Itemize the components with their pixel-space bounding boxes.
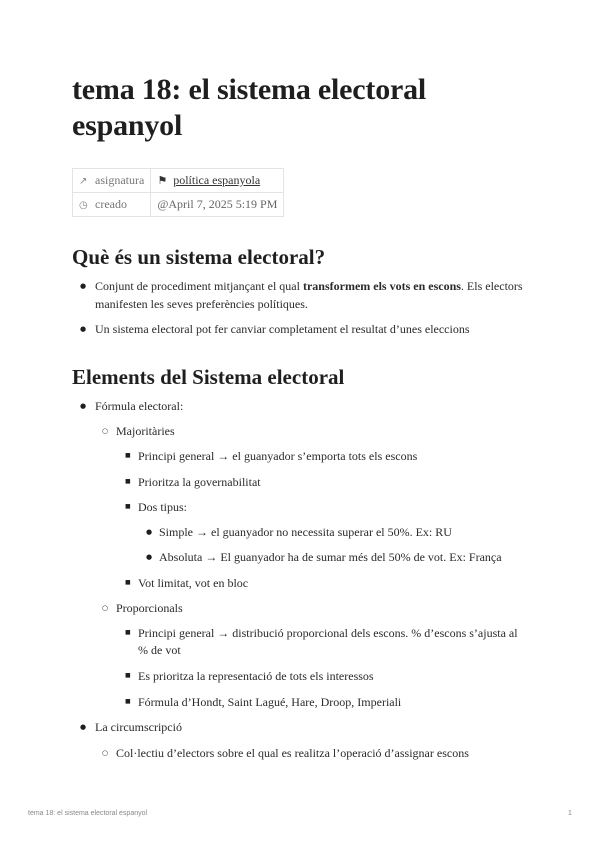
bullet-disc: ● <box>80 325 87 333</box>
bullet-circle: ○ <box>102 427 109 435</box>
section-heading-what-is: Què és un sistema electoral? <box>72 245 326 269</box>
property-value-subject <box>151 169 284 193</box>
list-item-two-types: Dos tipus: <box>138 500 188 514</box>
list-item-majoritaries: Majoritàries <box>116 424 175 438</box>
list-item-circumscription: La circumscripció <box>95 720 182 734</box>
bullet-square: ■ <box>125 478 131 485</box>
bullet-square: ■ <box>125 579 131 586</box>
clock-icon: ◷ <box>79 200 88 211</box>
arrow-up-right-icon: ↗ <box>79 176 88 187</box>
subject-link[interactable]: política espanyola <box>173 173 261 187</box>
bullet-disc: ● <box>146 528 153 536</box>
bullet-square: ■ <box>125 629 131 636</box>
bullet-circle: ○ <box>102 749 109 757</box>
list-item-prop-representation: Es prioritza la representació de tots els interessos <box>138 669 374 683</box>
flag-icon: ⚑ <box>157 174 168 187</box>
bullet-disc: ● <box>80 282 87 290</box>
list-item-simple: Simple → el guanyador no necessita superar el 50%. Ex: RU <box>159 525 452 539</box>
property-row-subject <box>73 169 284 193</box>
list-item-impact: Un sistema electoral pot fer canviar completament el resultat d’unes eleccions <box>95 322 470 336</box>
list-item-maj-governability: Prioritza la governabilitat <box>138 475 261 489</box>
list-item-absolute: Absoluta → El guanyador ha de sumar més del 50% de vot. Ex: França <box>159 550 502 564</box>
footer-title: tema 18: el sistema electoral espanyol <box>28 810 148 817</box>
bullet-circle: ○ <box>102 604 109 612</box>
list-item-limited-vote: Vot limitat, vot en bloc <box>138 576 249 590</box>
property-key-created: ◷ creado <box>73 193 151 217</box>
bullet-square: ■ <box>125 698 131 705</box>
footer-page-number: 1 <box>568 810 572 817</box>
bullet-disc: ● <box>80 723 87 731</box>
bullet-disc: ● <box>80 402 87 410</box>
section-heading-elements: Elements del Sistema electoral <box>72 365 345 389</box>
property-row-created <box>73 193 284 217</box>
property-value-created: @April 7, 2025 5:19 PM <box>151 193 284 217</box>
list-item-maj-principle: Principi general → el guanyador s’emporta tots els escons <box>138 449 418 463</box>
properties-table <box>72 168 284 217</box>
list-item-collective: Col·lectiu d’electors sobre el qual es realitza l’operació d’assignar escons <box>116 746 469 760</box>
bullet-disc: ● <box>146 553 153 561</box>
list-item-definition: Conjunt de procediment mitjançant el qual transformem els vots en escons. Els electors <box>95 279 523 293</box>
page-title: tema 18: el sistema electoral espanyol <box>72 73 427 142</box>
list-item-prop-principle: Principi general → distribució proporcional dels escons. % d’escons s’ajusta al <box>138 626 518 640</box>
list-item-proporcionals: Proporcionals <box>116 601 183 615</box>
bullet-square: ■ <box>125 503 131 510</box>
list-item-definition-cont: manifesten les seves preferències polítiques. <box>95 297 308 311</box>
list-item-formula: Fórmula electoral: <box>95 399 184 413</box>
bullet-square: ■ <box>125 672 131 679</box>
property-key-subject: ↗ asignatura <box>73 169 151 193</box>
list-item-prop-formulas: Fórmula d’Hondt, Saint Lagué, Hare, Droop, Imperiali <box>138 695 402 709</box>
list-item-prop-principle-cont: % de vot <box>138 643 181 657</box>
bullet-square: ■ <box>125 452 131 459</box>
